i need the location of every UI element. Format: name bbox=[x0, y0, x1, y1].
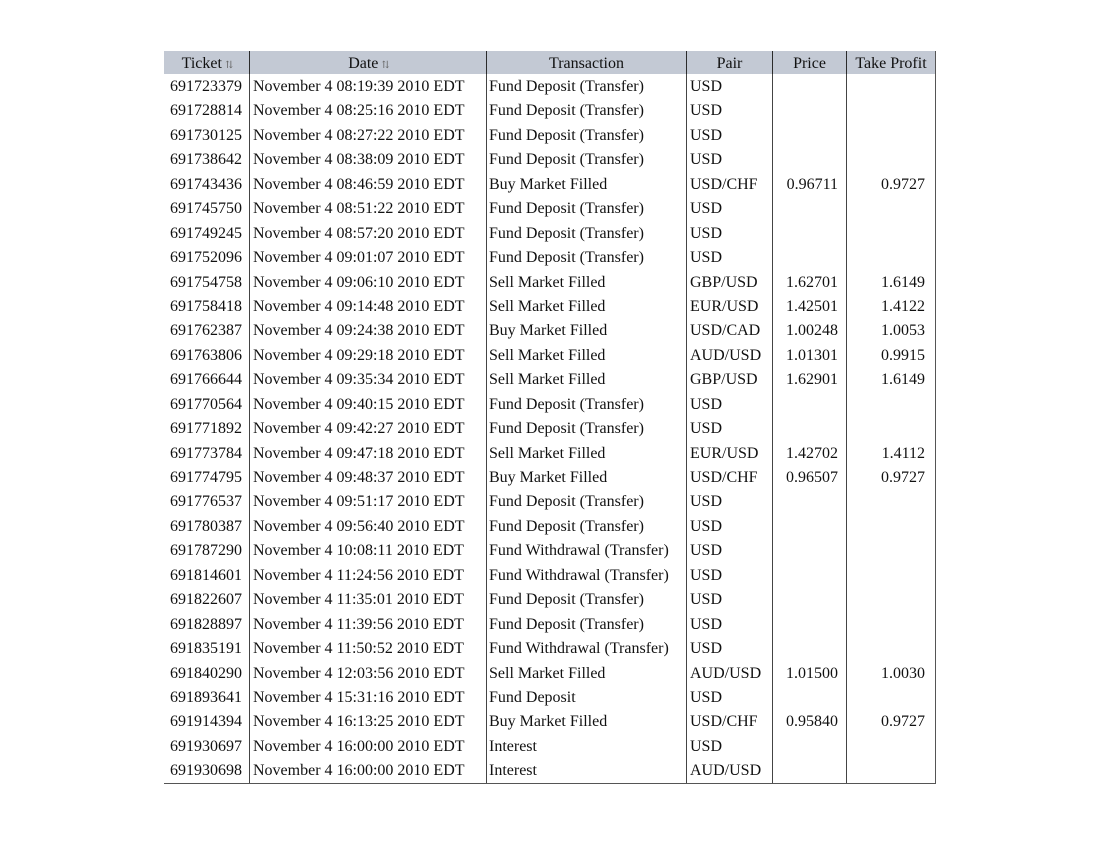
cell-transaction: Buy Market Filled bbox=[487, 709, 687, 733]
cell-take-profit bbox=[847, 489, 935, 513]
table-row bbox=[164, 538, 935, 562]
cell-pair: USD bbox=[687, 563, 773, 587]
cell-date: November 4 11:50:52 2010 EDT bbox=[250, 636, 487, 660]
cell-transaction: Buy Market Filled bbox=[487, 465, 687, 489]
column-header-pair: Pair bbox=[687, 51, 773, 74]
cell-take-profit: 0.9915 bbox=[881, 346, 925, 364]
cell-price bbox=[773, 245, 847, 269]
cell-take-profit bbox=[847, 734, 935, 758]
cell-pair: AUD/USD bbox=[687, 343, 773, 367]
cell-take-profit bbox=[847, 147, 935, 171]
cell-transaction: Fund Deposit (Transfer) bbox=[487, 392, 687, 416]
cell-date: November 4 08:57:20 2010 EDT bbox=[250, 221, 487, 245]
cell-pair: USD bbox=[687, 196, 773, 220]
cell-transaction: Sell Market Filled bbox=[487, 294, 687, 318]
cell-date: November 4 08:51:22 2010 EDT bbox=[250, 196, 487, 220]
cell-price: 0.95840 bbox=[773, 709, 847, 733]
table-row bbox=[164, 221, 935, 245]
cell-ticket: 691754758 bbox=[164, 270, 250, 294]
cell-transaction: Interest bbox=[487, 734, 687, 758]
sort-arrows-icon[interactable]: ⇅ bbox=[381, 60, 388, 71]
cell-date: November 4 11:24:56 2010 EDT bbox=[250, 563, 487, 587]
cell-pair: USD bbox=[687, 74, 773, 98]
table-row bbox=[164, 196, 935, 220]
cell-take-profit bbox=[847, 221, 935, 245]
cell-take-profit: 1.4112 bbox=[881, 444, 925, 462]
cell-ticket: 691914394 bbox=[164, 709, 250, 733]
cell-price: 1.01500 bbox=[773, 661, 847, 685]
table-row bbox=[164, 734, 935, 758]
cell-date: November 4 11:35:01 2010 EDT bbox=[250, 587, 487, 611]
cell-ticket: 691745750 bbox=[164, 196, 250, 220]
column-header-date[interactable] bbox=[250, 51, 487, 74]
column-header-transaction: Transaction bbox=[487, 51, 687, 74]
cell-transaction: Fund Deposit (Transfer) bbox=[487, 587, 687, 611]
table-row bbox=[164, 636, 935, 660]
cell-pair: USD bbox=[687, 587, 773, 611]
cell-take-profit: 1.4122 bbox=[881, 297, 925, 315]
cell-take-profit: 1.0030 bbox=[881, 664, 925, 682]
column-header-price: Price bbox=[773, 51, 847, 74]
cell-transaction: Fund Deposit (Transfer) bbox=[487, 514, 687, 538]
cell-price bbox=[773, 489, 847, 513]
cell-pair: GBP/USD bbox=[687, 270, 773, 294]
cell-pair: USD/CHF bbox=[687, 709, 773, 733]
cell-ticket: 691738642 bbox=[164, 147, 250, 171]
table-row bbox=[164, 343, 935, 367]
cell-transaction: Fund Deposit (Transfer) bbox=[487, 245, 687, 269]
transactions-table bbox=[164, 51, 936, 784]
table-row bbox=[164, 172, 935, 196]
table-row bbox=[164, 123, 935, 147]
cell-pair: USD bbox=[687, 392, 773, 416]
cell-take-profit bbox=[847, 416, 935, 440]
cell-ticket: 691749245 bbox=[164, 221, 250, 245]
cell-pair: USD bbox=[687, 636, 773, 660]
cell-transaction: Fund Deposit (Transfer) bbox=[487, 147, 687, 171]
cell-price bbox=[773, 685, 847, 709]
cell-date: November 4 09:29:18 2010 EDT bbox=[250, 343, 487, 367]
column-header-ticket[interactable] bbox=[164, 51, 250, 74]
cell-pair: USD bbox=[687, 612, 773, 636]
cell-price: 1.62901 bbox=[773, 367, 847, 391]
cell-pair: USD bbox=[687, 685, 773, 709]
cell-take-profit bbox=[847, 685, 935, 709]
cell-take-profit bbox=[847, 758, 935, 782]
cell-price: 0.96507 bbox=[773, 465, 847, 489]
cell-ticket: 691787290 bbox=[164, 538, 250, 562]
cell-pair: USD bbox=[687, 538, 773, 562]
cell-date: November 4 09:56:40 2010 EDT bbox=[250, 514, 487, 538]
sort-arrows-icon[interactable]: ⇅ bbox=[224, 60, 232, 71]
cell-ticket: 691776537 bbox=[164, 489, 250, 513]
column-header-take-profit: Take Profit bbox=[855, 55, 927, 72]
table-row bbox=[164, 685, 935, 709]
cell-transaction: Interest bbox=[487, 758, 687, 782]
table-row bbox=[164, 612, 935, 636]
cell-date: November 4 08:27:22 2010 EDT bbox=[250, 123, 487, 147]
cell-ticket: 691763806 bbox=[164, 343, 250, 367]
table-row bbox=[164, 147, 935, 171]
cell-date: November 4 08:38:09 2010 EDT bbox=[250, 147, 487, 171]
cell-date: November 4 16:13:25 2010 EDT bbox=[250, 709, 487, 733]
table-row bbox=[164, 709, 935, 733]
table-row bbox=[164, 245, 935, 269]
cell-date: November 4 16:00:00 2010 EDT bbox=[250, 734, 487, 758]
table-row bbox=[164, 514, 935, 538]
cell-transaction: Buy Market Filled bbox=[487, 172, 687, 196]
cell-pair: USD bbox=[687, 221, 773, 245]
cell-ticket: 691780387 bbox=[164, 514, 250, 538]
cell-ticket: 691814601 bbox=[164, 563, 250, 587]
cell-transaction: Sell Market Filled bbox=[487, 441, 687, 465]
cell-pair: GBP/USD bbox=[687, 367, 773, 391]
cell-pair: USD bbox=[687, 98, 773, 122]
cell-date: November 4 12:03:56 2010 EDT bbox=[250, 661, 487, 685]
cell-ticket: 691728814 bbox=[164, 98, 250, 122]
cell-pair: USD bbox=[687, 734, 773, 758]
cell-price: 1.62701 bbox=[773, 270, 847, 294]
cell-price bbox=[773, 612, 847, 636]
cell-take-profit bbox=[847, 587, 935, 611]
cell-transaction: Fund Deposit (Transfer) bbox=[487, 123, 687, 147]
cell-date: November 4 11:39:56 2010 EDT bbox=[250, 612, 487, 636]
cell-price bbox=[773, 74, 847, 98]
table-body bbox=[164, 74, 935, 783]
cell-price bbox=[773, 563, 847, 587]
cell-ticket: 691774795 bbox=[164, 465, 250, 489]
cell-transaction: Fund Withdrawal (Transfer) bbox=[487, 538, 687, 562]
table-row bbox=[164, 318, 935, 342]
cell-price bbox=[773, 196, 847, 220]
cell-pair: USD bbox=[687, 147, 773, 171]
cell-price bbox=[773, 514, 847, 538]
cell-take-profit bbox=[847, 74, 935, 98]
table-row bbox=[164, 367, 935, 391]
table-row bbox=[164, 294, 935, 318]
cell-pair: USD bbox=[687, 123, 773, 147]
table-header-row bbox=[164, 51, 935, 74]
cell-ticket: 691743436 bbox=[164, 172, 250, 196]
cell-ticket: 691766644 bbox=[164, 367, 250, 391]
cell-ticket: 691771892 bbox=[164, 416, 250, 440]
cell-transaction: Fund Withdrawal (Transfer) bbox=[487, 563, 687, 587]
column-header-label: Ticket bbox=[181, 55, 222, 72]
cell-price bbox=[773, 416, 847, 440]
cell-date: November 4 09:14:48 2010 EDT bbox=[250, 294, 487, 318]
cell-pair: USD/CHF bbox=[687, 465, 773, 489]
cell-take-profit bbox=[847, 245, 935, 269]
cell-ticket: 691822607 bbox=[164, 587, 250, 611]
cell-pair: USD/CHF bbox=[687, 172, 773, 196]
cell-date: November 4 09:24:38 2010 EDT bbox=[250, 318, 487, 342]
table-row bbox=[164, 98, 935, 122]
cell-take-profit bbox=[847, 612, 935, 636]
cell-price bbox=[773, 734, 847, 758]
cell-pair: EUR/USD bbox=[687, 294, 773, 318]
table-row bbox=[164, 465, 935, 489]
cell-transaction: Fund Deposit (Transfer) bbox=[487, 612, 687, 636]
table-row bbox=[164, 392, 935, 416]
cell-take-profit bbox=[847, 538, 935, 562]
cell-price bbox=[773, 98, 847, 122]
cell-date: November 4 09:47:18 2010 EDT bbox=[250, 441, 487, 465]
cell-price bbox=[773, 538, 847, 562]
table-row bbox=[164, 416, 935, 440]
cell-price bbox=[773, 392, 847, 416]
cell-transaction: Fund Deposit (Transfer) bbox=[487, 98, 687, 122]
cell-ticket: 691730125 bbox=[164, 123, 250, 147]
cell-date: November 4 09:35:34 2010 EDT bbox=[250, 367, 487, 391]
cell-price: 0.96711 bbox=[773, 172, 847, 196]
cell-price: 1.42702 bbox=[773, 441, 847, 465]
cell-date: November 4 08:25:16 2010 EDT bbox=[250, 98, 487, 122]
cell-ticket: 691762387 bbox=[164, 318, 250, 342]
cell-take-profit bbox=[847, 636, 935, 660]
cell-ticket: 691828897 bbox=[164, 612, 250, 636]
cell-take-profit: 0.9727 bbox=[881, 175, 925, 193]
cell-take-profit bbox=[847, 196, 935, 220]
cell-transaction: Sell Market Filled bbox=[487, 343, 687, 367]
cell-ticket: 691773784 bbox=[164, 441, 250, 465]
table-row bbox=[164, 489, 935, 513]
cell-pair: USD bbox=[687, 514, 773, 538]
cell-take-profit: 1.0053 bbox=[881, 322, 925, 340]
cell-price bbox=[773, 147, 847, 171]
cell-price: 1.00248 bbox=[773, 318, 847, 342]
cell-date: November 4 09:48:37 2010 EDT bbox=[250, 465, 487, 489]
column-header-label: Date bbox=[348, 55, 379, 72]
cell-pair: USD bbox=[687, 245, 773, 269]
cell-date: November 4 16:00:00 2010 EDT bbox=[250, 758, 487, 782]
cell-pair: AUD/USD bbox=[687, 758, 773, 782]
cell-price bbox=[773, 221, 847, 245]
table-row bbox=[164, 758, 935, 782]
cell-price bbox=[773, 636, 847, 660]
cell-take-profit: 1.6149 bbox=[881, 371, 925, 389]
cell-ticket: 691770564 bbox=[164, 392, 250, 416]
cell-date: November 4 09:51:17 2010 EDT bbox=[250, 489, 487, 513]
cell-transaction: Fund Deposit (Transfer) bbox=[487, 74, 687, 98]
cell-pair: AUD/USD bbox=[687, 661, 773, 685]
cell-pair: EUR/USD bbox=[687, 441, 773, 465]
cell-ticket: 691930698 bbox=[164, 758, 250, 782]
cell-price bbox=[773, 758, 847, 782]
cell-transaction: Sell Market Filled bbox=[487, 270, 687, 294]
cell-ticket: 691930697 bbox=[164, 734, 250, 758]
cell-take-profit: 0.9727 bbox=[881, 469, 925, 486]
cell-ticket: 691752096 bbox=[164, 245, 250, 269]
cell-date: November 4 09:42:27 2010 EDT bbox=[250, 416, 487, 440]
cell-take-profit: 1.6149 bbox=[881, 273, 925, 291]
cell-transaction: Sell Market Filled bbox=[487, 367, 687, 391]
cell-pair: USD bbox=[687, 416, 773, 440]
cell-ticket: 691840290 bbox=[164, 661, 250, 685]
cell-transaction: Fund Deposit (Transfer) bbox=[487, 221, 687, 245]
table-row bbox=[164, 563, 935, 587]
cell-price: 1.42501 bbox=[773, 294, 847, 318]
table-row bbox=[164, 661, 935, 685]
cell-date: November 4 09:40:15 2010 EDT bbox=[250, 392, 487, 416]
table-row bbox=[164, 270, 935, 294]
cell-transaction: Fund Deposit (Transfer) bbox=[487, 416, 687, 440]
cell-pair: USD/CAD bbox=[687, 318, 773, 342]
cell-ticket: 691835191 bbox=[164, 636, 250, 660]
cell-date: November 4 09:06:10 2010 EDT bbox=[250, 270, 487, 294]
table-row bbox=[164, 587, 935, 611]
cell-date: November 4 10:08:11 2010 EDT bbox=[250, 538, 487, 562]
cell-transaction: Buy Market Filled bbox=[487, 318, 687, 342]
cell-take-profit: 0.9727 bbox=[881, 713, 925, 731]
cell-date: November 4 08:46:59 2010 EDT bbox=[250, 172, 487, 196]
cell-price bbox=[773, 123, 847, 147]
cell-price: 1.01301 bbox=[773, 343, 847, 367]
cell-take-profit bbox=[847, 392, 935, 416]
cell-ticket: 691723379 bbox=[164, 74, 250, 98]
cell-pair: USD bbox=[687, 489, 773, 513]
cell-date: November 4 08:19:39 2010 EDT bbox=[250, 74, 487, 98]
cell-date: November 4 09:01:07 2010 EDT bbox=[250, 245, 487, 269]
cell-transaction: Fund Deposit (Transfer) bbox=[487, 489, 687, 513]
cell-transaction: Fund Deposit bbox=[487, 685, 687, 709]
cell-transaction: Sell Market Filled bbox=[487, 661, 687, 685]
cell-transaction: Fund Withdrawal (Transfer) bbox=[487, 636, 687, 660]
table-row bbox=[164, 441, 935, 465]
cell-price bbox=[773, 587, 847, 611]
cell-take-profit bbox=[847, 514, 935, 538]
cell-date: November 4 15:31:16 2010 EDT bbox=[250, 685, 487, 709]
cell-take-profit bbox=[847, 123, 935, 147]
cell-take-profit bbox=[847, 98, 935, 122]
cell-transaction: Fund Deposit (Transfer) bbox=[487, 196, 687, 220]
cell-take-profit bbox=[847, 563, 935, 587]
cell-ticket: 691758418 bbox=[164, 294, 250, 318]
table-row bbox=[164, 74, 935, 98]
cell-ticket: 691893641 bbox=[164, 685, 250, 709]
